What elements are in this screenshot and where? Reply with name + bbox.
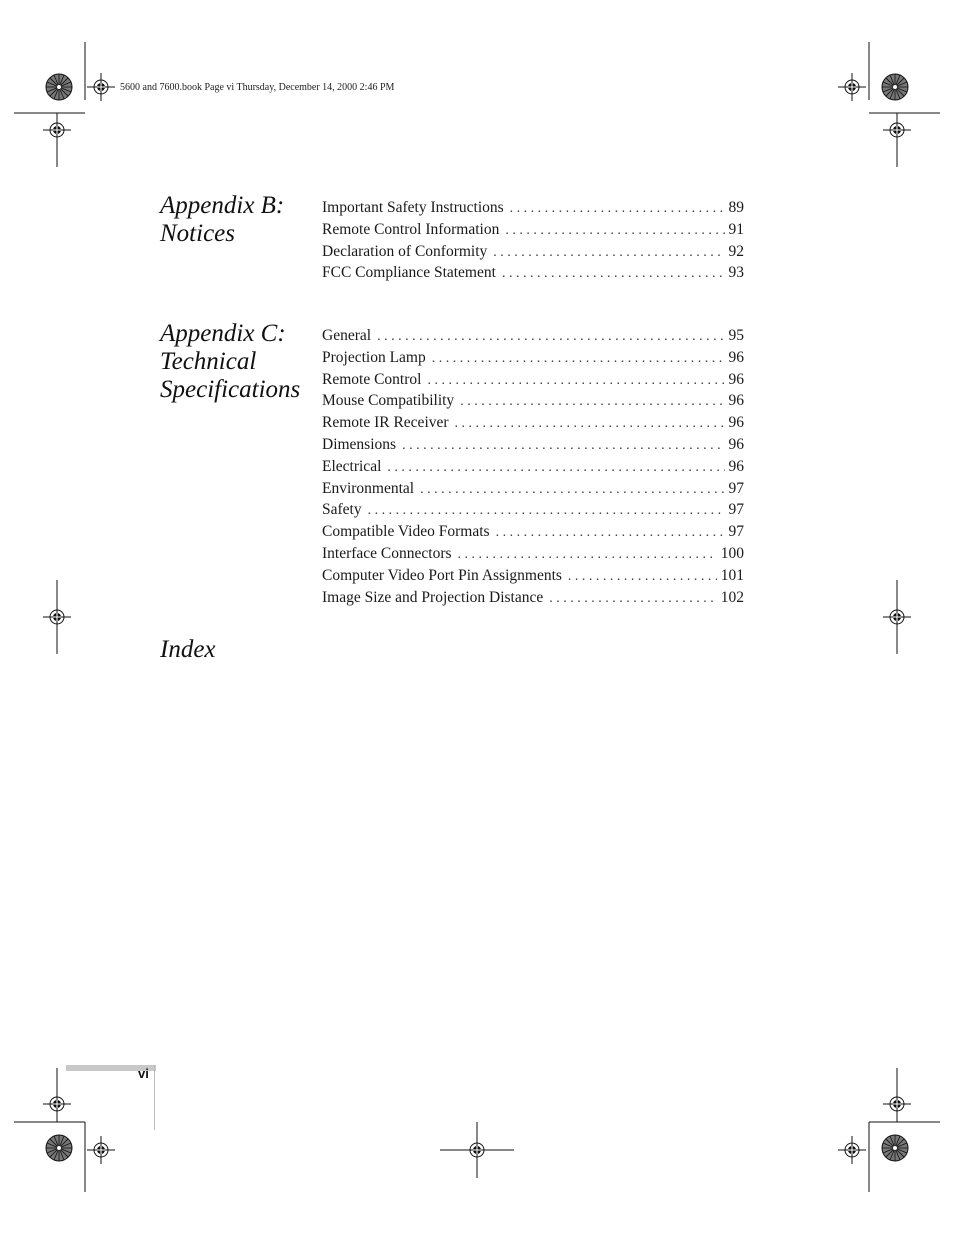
running-header: 5600 and 7600.book Page vi Thursday, December 14, 2000 2:46 PM — [120, 82, 395, 93]
crop-lines — [14, 42, 940, 1192]
toc-entry-label: Important Safety Instructions — [322, 199, 504, 216]
toc-entry-label: Remote Control — [322, 370, 422, 388]
toc-entry-page: 96 — [728, 414, 744, 432]
page-number: vi — [138, 1066, 149, 1081]
toc-entry-label: Image Size and Projection Distance — [322, 588, 544, 606]
toc-entry-label: Computer Video Port Pin Assignments — [322, 566, 562, 584]
registration-mark-icon — [43, 1090, 71, 1118]
color-target-icon — [46, 74, 72, 100]
toc-entry-page: 97 — [728, 523, 744, 541]
toc-entry-page: 92 — [728, 242, 744, 260]
color-target-icon — [882, 1135, 908, 1161]
registration-mark-icon — [883, 1090, 911, 1118]
registration-mark-icon — [87, 73, 115, 101]
section-title-line: Index — [160, 636, 216, 663]
registration-mark-icon — [87, 1136, 115, 1164]
toc-entry-page: 89 — [728, 199, 744, 216]
registration-mark-icon — [838, 1136, 866, 1164]
toc-entry-label: Mouse Compatibility — [322, 392, 455, 410]
toc-entry-page: 96 — [728, 435, 744, 453]
toc-entry-page: 97 — [728, 501, 744, 519]
registration-mark-icon — [463, 1136, 491, 1164]
registration-mark-icon — [883, 603, 911, 631]
toc-entry-label: Interface Connectors — [322, 544, 452, 562]
toc-entry-page: 97 — [728, 479, 744, 497]
toc-entry-label: General — [322, 327, 372, 344]
toc-entry-label: Environmental — [322, 479, 415, 497]
toc-entry-page: 93 — [728, 264, 744, 282]
toc-entry-page: 91 — [728, 220, 744, 238]
toc-entry-label: Declaration of Conformity — [322, 242, 488, 260]
toc-entry-label: Remote IR Receiver — [322, 414, 449, 432]
toc-entry-label: Dimensions — [322, 435, 397, 453]
toc-entry-label: Safety — [322, 501, 362, 519]
toc-entry-page: 101 — [720, 566, 744, 584]
toc-entry-page: 95 — [728, 327, 744, 344]
registration-mark-icon — [43, 603, 71, 631]
section-title-line: Appendix B: — [160, 192, 285, 219]
toc-entry-page: 96 — [728, 370, 744, 388]
toc-entry-label: Compatible Video Formats — [322, 523, 490, 541]
toc-entry-page: 100 — [720, 544, 744, 562]
color-target-icon — [46, 1135, 72, 1161]
toc-entry-page: 96 — [728, 392, 744, 410]
section-title-line: Notices — [160, 220, 235, 247]
toc-entry-label: Projection Lamp — [322, 348, 426, 366]
toc-entry-page: 96 — [728, 348, 744, 366]
section-title-line: Specifications — [160, 376, 301, 403]
registration-mark-icon — [838, 73, 866, 101]
toc-entry-label: Electrical — [322, 457, 382, 475]
registration-mark-icon — [43, 116, 71, 144]
section-title-line: Appendix C: — [160, 320, 286, 347]
toc-entry-page: 102 — [720, 588, 744, 606]
registration-mark-icon — [883, 116, 911, 144]
section-title-line: Technical — [160, 348, 257, 375]
toc-entry-label: Remote Control Information — [322, 220, 500, 238]
color-target-icon — [882, 74, 908, 100]
toc-entry-page: 96 — [728, 457, 744, 475]
toc-entry-label: FCC Compliance Statement — [322, 264, 496, 282]
